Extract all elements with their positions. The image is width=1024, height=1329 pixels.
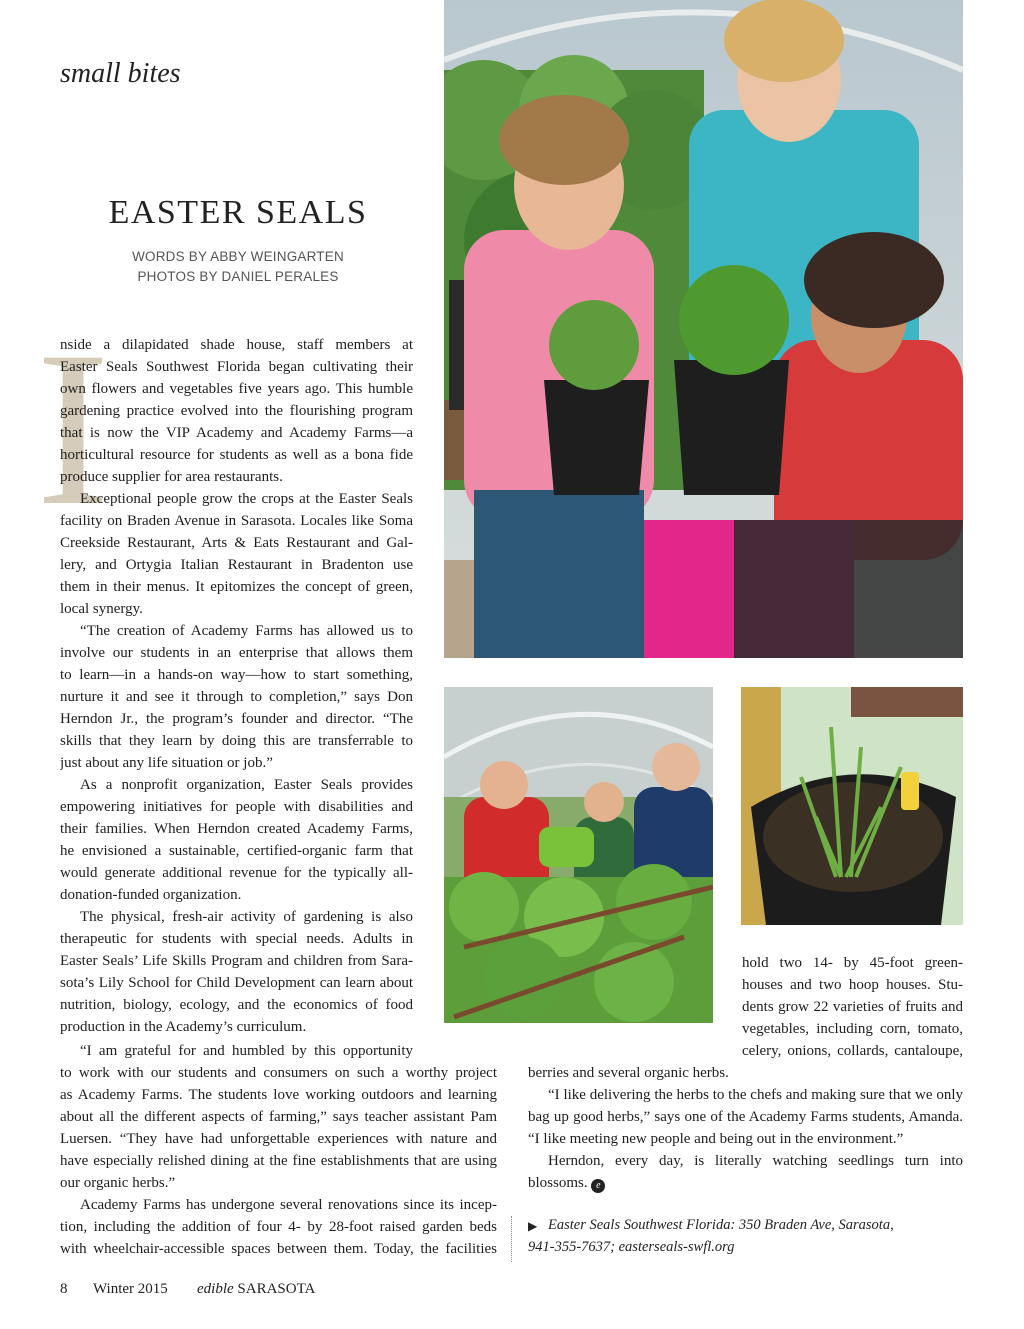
body-line: with wheelchair-accessible spaces between them. Today, the facilities [60, 1241, 497, 1257]
body-line: Creekside Restaurant, Arts & Eats Restaurant and Gal- [60, 535, 413, 551]
article-title: EASTER SEALS [108, 194, 368, 231]
body-line: Academy Farms has undergone several renovations since its incep- [80, 1197, 497, 1213]
info-contact: 941-355-7637; easterseals-swfl.org [528, 1239, 735, 1255]
info-address: Easter Seals Southwest Florida: 350 Braden Ave, Sarasota, [548, 1217, 894, 1233]
body-line: donation-funded organization. [60, 887, 242, 903]
photo-credit: PHOTOS BY DANIEL PERALES [137, 269, 339, 284]
body-line: to work with our students and consumers on such a worthy project [60, 1065, 497, 1081]
author-credit: WORDS BY ABBY WEINGARTEN [132, 249, 344, 264]
body-line: sota’s Lily School for Child Development can learn about [60, 975, 413, 991]
body-line: own flowers and vegetables five years ago. This humble [60, 381, 413, 397]
body-line: “I like delivering the herbs to the chefs and making sure that we only [548, 1087, 963, 1103]
body-line-text: blossoms. [528, 1175, 588, 1191]
body-line: about all the different aspects of farming,” says teacher assistant Pam [60, 1109, 497, 1125]
body-line: nutrition, biology, ecology, and the economics of food [60, 997, 413, 1013]
body-line: Exceptional people grow the crops at the Easter Seals [80, 491, 413, 507]
body-line: have especially relished dining at the fine establishments that are using [60, 1153, 497, 1169]
body-line: therapeutic for students with special needs. Adults in [60, 931, 413, 947]
arrow-right-icon: ▶ [528, 1219, 538, 1233]
body-line: berries and several organic herbs. [528, 1065, 729, 1081]
body-line [528, 1172, 963, 1194]
body-line: our organic herbs.” [60, 1175, 176, 1191]
drop-cap: I [36, 306, 110, 552]
seedling-pot-photo [741, 687, 963, 925]
body-line: As a nonprofit organization, Easter Seals provides [80, 777, 413, 793]
body-line: would generate additional revenue for the typically all- [60, 865, 413, 881]
body-line: their families. When Herndon created Academy Farms, [60, 821, 413, 837]
info-divider [511, 1216, 512, 1262]
body-line: nurture it and see it through to completion,” says Don [60, 689, 413, 705]
body-line: he envisioned a sustainable, certified-organic farm that [60, 843, 413, 859]
greenhouse-photo [444, 687, 713, 1023]
body-line: them in their menus. It epitomizes the concept of green, [60, 579, 413, 595]
body-line: production in the Academy’s curriculum. [60, 1019, 307, 1035]
body-line: Herndon Jr., the program’s founder and director. “The [60, 711, 413, 727]
body-line: lery, and Ortygia Italian Restaurant in Bradenton use [60, 557, 413, 573]
body-line: Herndon, every day, is literally watching seedlings turn into [548, 1153, 963, 1169]
brand-city: SARASOTA [237, 1281, 316, 1297]
body-line: local synergy. [60, 601, 143, 617]
body-line: celery, onions, collards, cantaloupe, [742, 1043, 963, 1059]
body-line: just about any life situation or job.” [60, 755, 273, 771]
brand-edible: edible [197, 1281, 234, 1297]
body-line: as Academy Farms. The students love working outdoors and learning [60, 1087, 497, 1103]
body-line: “I like meeting new people and being out in the environment.” [528, 1131, 904, 1147]
issue-date: Winter 2015 [93, 1281, 168, 1297]
body-line: to learn—in a hands-on way—how to start something, [60, 667, 413, 683]
section-label: small bites [60, 58, 181, 89]
body-line: tion, including the addition of four 4- by 28-foot raised garden beds [60, 1219, 497, 1235]
body-line: Easter Seals Southwest Florida began cultivating their [60, 359, 413, 375]
page-number: 8 [60, 1281, 68, 1297]
body-line: involve our students in an enterprise that allows them [60, 645, 413, 661]
body-line: gardening practice evolved into the flourishing program [60, 403, 413, 419]
body-line: dents grow 22 varieties of fruits and [742, 999, 963, 1015]
body-line: facility on Braden Avenue in Sarasota. Locales like Soma [60, 513, 413, 529]
publication-name [197, 1281, 315, 1298]
body-line: empowering initiatives for people with disabilities and [60, 799, 413, 815]
main-photo [444, 0, 963, 658]
body-line: bag up good herbs,” says one of the Academy Farms students, Amanda. [528, 1109, 963, 1125]
body-line: produce supplier for area restaurants. [60, 469, 283, 485]
end-mark-icon: e [591, 1179, 605, 1193]
body-line: vegetables, including corn, tomato, [742, 1021, 963, 1037]
body-line: “The creation of Academy Farms has allowed us to [80, 623, 413, 639]
body-line: houses and two hoop houses. Stu- [742, 977, 963, 993]
body-line: Luersen. “They have had unforgettable experiences with nature and [60, 1131, 497, 1147]
body-line: The physical, fresh-air activity of gardening is also [80, 909, 413, 925]
body-line: skills that they learn by doing this are transferrable to [60, 733, 413, 749]
body-line: Easter Seals’ Life Skills Program and children from Sara- [60, 953, 413, 969]
body-line: nside a dilapidated shade house, staff members at [60, 337, 413, 353]
body-line: hold two 14- by 45-foot green- [742, 955, 963, 971]
body-line: that is now the VIP Academy and Academy Farms—a [60, 425, 413, 441]
body-line: “I am grateful for and humbled by this opportunity [80, 1043, 413, 1059]
body-line: horticultural resource for students as well as a bona fide [60, 447, 413, 463]
